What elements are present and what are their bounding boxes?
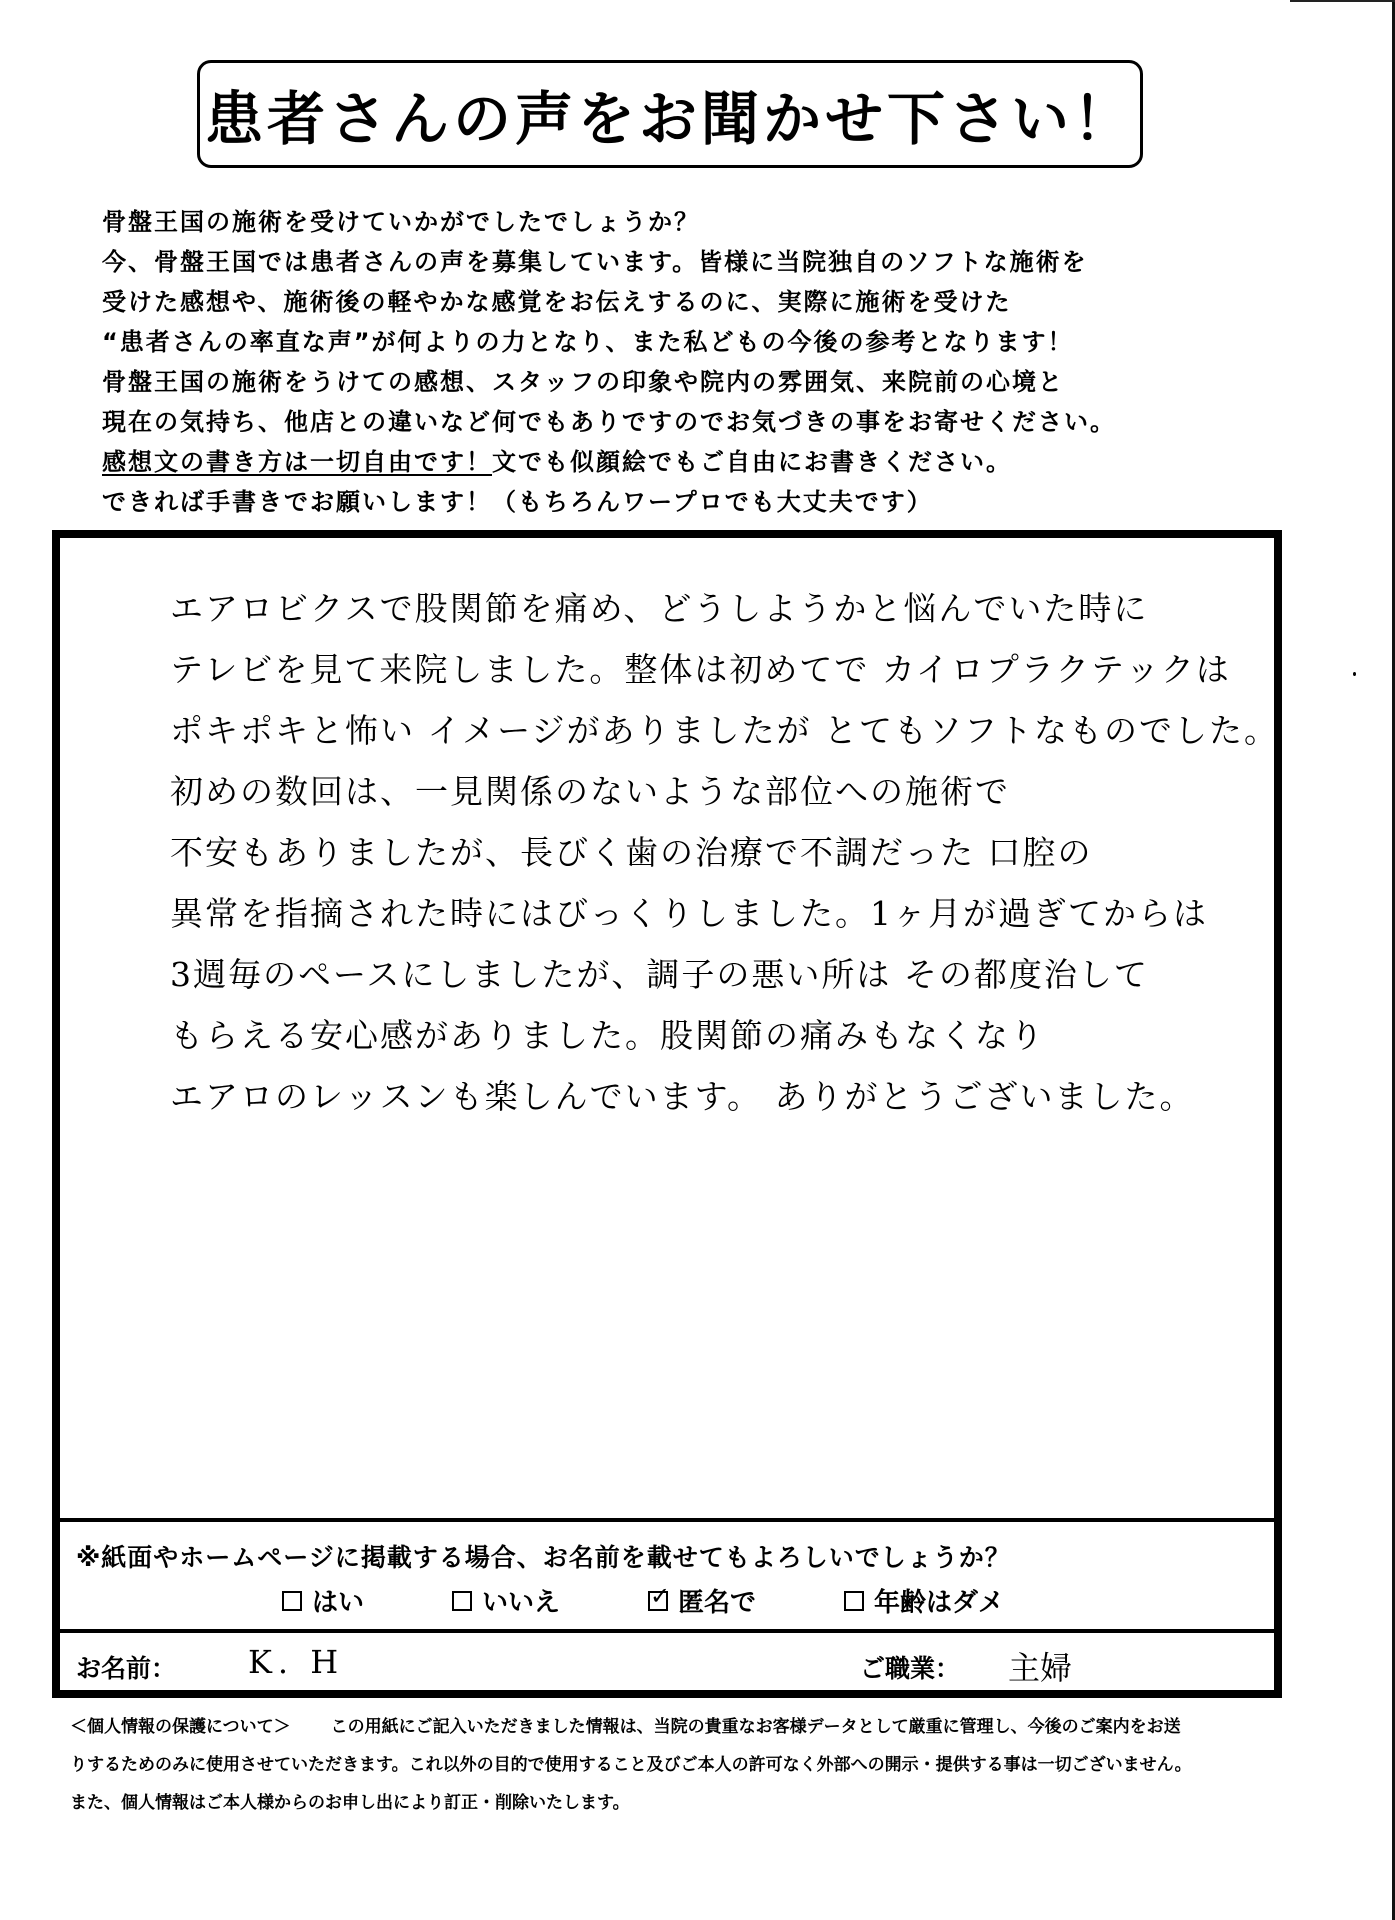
intro-line-2: 今、骨盤王国では患者さんの声を募集しています。皆様に当院独自のソフトな施術を: [102, 248, 1088, 276]
checkbox-anonymous[interactable]: [648, 1581, 671, 1611]
intro-line-7-rest: 文でも似顔絵でもご自由にお書きください。: [492, 448, 1012, 476]
intro-line-4: “患者さんの率直な声”が何よりの力となり、また私どもの今後の参考となります！: [102, 328, 1074, 356]
handwritten-comment: [170, 578, 1279, 1127]
job-value[interactable]: 主婦: [1008, 1649, 1073, 1687]
handwritten-line: エアロのレッスンも楽しんでいます。 ありがとうございました。: [170, 1077, 1195, 1116]
privacy-line-2: りするためのみに使用させていただきます。これ以外の目的で使用すること及びご本人の許可なく外部への開示・提供する事は一切ございません。: [70, 1755, 1192, 1775]
privacy-line-1: [70, 1708, 1300, 1746]
handwritten-line: ポキポキと怖い イメージがありましたが とてもソフトなものでした。: [170, 711, 1279, 750]
consent-options: [282, 1582, 1004, 1619]
intro-text: [102, 202, 1302, 522]
handwritten-line: テレビを見て来院しました。整体は初めてで カイロプラクテックは: [170, 650, 1231, 689]
consent-section: [60, 1518, 1274, 1633]
option-anonymous-label: 匿名で: [678, 1588, 757, 1618]
privacy-line-3: また、個人情報はご本人様からのお申し出により訂正・削除いたします。: [70, 1793, 630, 1813]
check-mark-icon: ✓: [650, 1581, 671, 1610]
intro-line-3: 受けた感想や、施術後の軽やかな感覚をお伝えするのに、実際に施術を受けた: [102, 288, 1012, 316]
handwritten-line: 不安もありましたが、長びく歯の治療で不調だった 口腔の: [170, 833, 1093, 872]
handwritten-line: エアロビクスで股関節を痛め、どうしようかと悩んでいた時に: [170, 589, 1149, 628]
option-yes-label: はい: [312, 1588, 365, 1618]
option-no-age[interactable]: [844, 1582, 1004, 1619]
privacy-text-1: この用紙にご記入いただきました情報は、当院の貴重なお客様データとして厳重に管理し、今後のご案内をお送: [330, 1717, 1181, 1737]
option-no-age-label: 年齢はダメ: [874, 1588, 1005, 1618]
intro-line-1: 骨盤王国の施術を受けていかがでしたでしょうか？: [102, 208, 700, 236]
scan-speck: [1353, 672, 1356, 676]
option-no[interactable]: [452, 1582, 560, 1619]
intro-line-7-underlined: 感想文の書き方は一切自由です！: [102, 448, 492, 476]
scan-edge-top: [1290, 0, 1395, 2]
comment-frame: [52, 530, 1282, 1698]
handwritten-line: 3週毎のペースにしましたが、調子の悪い所は その都度治して: [170, 955, 1149, 994]
name-value[interactable]: K. H: [248, 1643, 345, 1681]
checkbox-yes[interactable]: [282, 1591, 302, 1611]
checkbox-no[interactable]: [452, 1591, 472, 1611]
option-no-label: いいえ: [482, 1588, 561, 1618]
privacy-heading: ＜個人情報の保護について＞: [70, 1717, 291, 1737]
privacy-notice: [70, 1708, 1300, 1822]
intro-line-5: 骨盤王国の施術をうけての感想、スタッフの印象や院内の雰囲気、来院前の心境と: [102, 368, 1064, 396]
option-anonymous[interactable]: [648, 1582, 756, 1619]
job-label: ご職業：: [860, 1654, 961, 1683]
intro-line-6: 現在の気持ち、他店との違いなど何でもありですのでお気づきの事をお寄せください。: [102, 408, 1116, 436]
handwritten-line: 初めの数回は、一見関係のないような部位への施術で: [170, 772, 1010, 811]
intro-line-7: [102, 442, 1302, 482]
option-yes[interactable]: [282, 1582, 364, 1619]
handwritten-line: 異常を指摘された時にはびっくりしました。1ヶ月が過ぎてからは: [170, 894, 1208, 933]
checkbox-no-age[interactable]: [844, 1591, 864, 1611]
intro-line-8: できれば手書きでお願いします！（もちろんワープロでも大丈夫です）: [102, 488, 933, 516]
page-title: 患者さんの声をお聞かせ下さい！: [204, 85, 1135, 153]
handwritten-line: もらえる安心感がありました。股関節の痛みもなくなり: [170, 1016, 1045, 1055]
title-box: [197, 60, 1143, 168]
name-label: お名前：: [76, 1654, 177, 1683]
consent-question: ※紙面やホームページに掲載する場合、お名前を載せてもよろしいでしょうか？: [76, 1543, 1011, 1572]
name-row: [60, 1633, 1274, 1690]
